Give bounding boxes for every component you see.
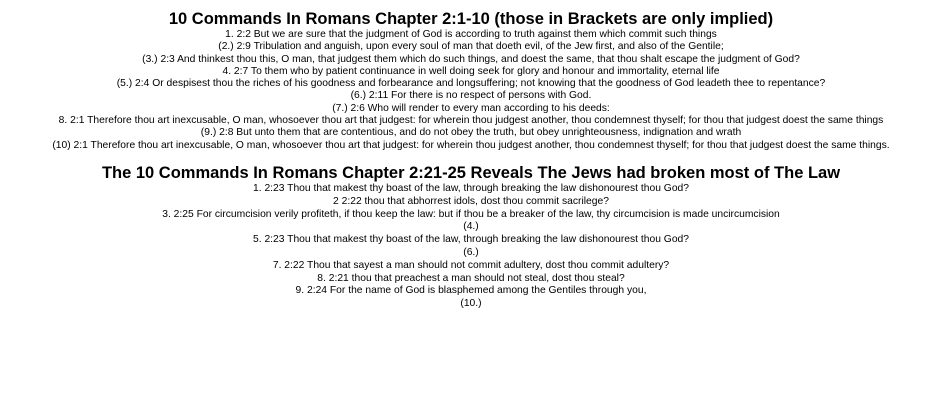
section-1-line: (6.) 2:11 For there is no respect of persons with God.: [350, 90, 592, 102]
section-2-line: 2 2:22 thou that abhorrest idols, dost thou commit sacrilege?: [333, 195, 609, 207]
section-1-line: (10) 2:1 Therefore thou art inexcusable, O man, whosoever thou art that judgest: for wherein thou judgest another, thou condemnest thyself; for thou that judgest doest the same things.: [52, 139, 890, 151]
section-1-line: (3.) 2:3 And thinkest thou this, O man, that judgest them which do such things, and doest the same, that thou shalt escape the judgment of God?: [142, 53, 800, 65]
section-1-line: 1. 2:2 But we are sure that the judgment of God is according to truth against them which commit such things: [225, 29, 717, 40]
section-2-line: (4.): [463, 221, 479, 233]
section-2-title: The 10 Commands In Romans Chapter 2:21-25 Reveals The Jews had broken most of The Law: [101, 163, 841, 182]
section-2-line: 3. 2:25 For circumcision verily profiteth, if thou keep the law: but if thou be a breaker of the law, thy circumcision is made uncircumcision: [162, 208, 780, 220]
section-1-line: 8. 2:1 Therefore thou art inexcusable, O man, whosoever thou art that judgest: for wherein thou judgest another, thou condemnest thyself; for thou that judgest doest the same things: [58, 115, 884, 127]
section-1-list: [0, 29, 942, 152]
section-2-list: [0, 183, 942, 311]
section-2-line: 9. 2:24 For the name of God is blasphemed among the Gentiles through you,: [295, 285, 647, 297]
section-1-line: (2.) 2:9 Tribulation and anguish, upon every soul of man that doeth evil, of the Jew first, and also of the Gentile;: [218, 41, 724, 53]
section-2-line: 8. 2:21 thou that preachest a man should not steal, dost thou steal?: [317, 272, 625, 284]
section-2-line: 5. 2:23 Thou that makest thy boast of the law, through breaking the law dishonourest thou God?: [253, 234, 689, 246]
section-2-line: 1. 2:23 Thou that makest thy boast of the law, through breaking the law dishonourest thou God?: [253, 182, 689, 194]
section-1-line: (5.) 2:4 Or despisest thou the riches of his goodness and forbearance and longsuffering; not knowing that the goodness of God leadeth thee to repentance?: [116, 78, 826, 90]
section-1-title: 10 Commands In Romans Chapter 2:1-10 (those in Brackets are only implied): [168, 10, 774, 28]
section-2-line: 7. 2:22 Thou that sayest a man should not commit adultery, dost thou commit adultery?: [272, 259, 670, 271]
section-1-line: (7.) 2:6 Who will render to every man according to his deeds:: [332, 102, 610, 114]
section-2-line: (6.): [463, 246, 479, 258]
section-1-line: (9.) 2:8 But unto them that are contentious, and do not obey the truth, but obey unrighteousness, indignation and wrath: [200, 127, 742, 139]
section-2-line: (10.): [460, 298, 482, 310]
section-1-line: 4. 2:7 To them who by patient continuance in well doing seek for glory and honour and immortality, eternal life: [222, 65, 720, 77]
